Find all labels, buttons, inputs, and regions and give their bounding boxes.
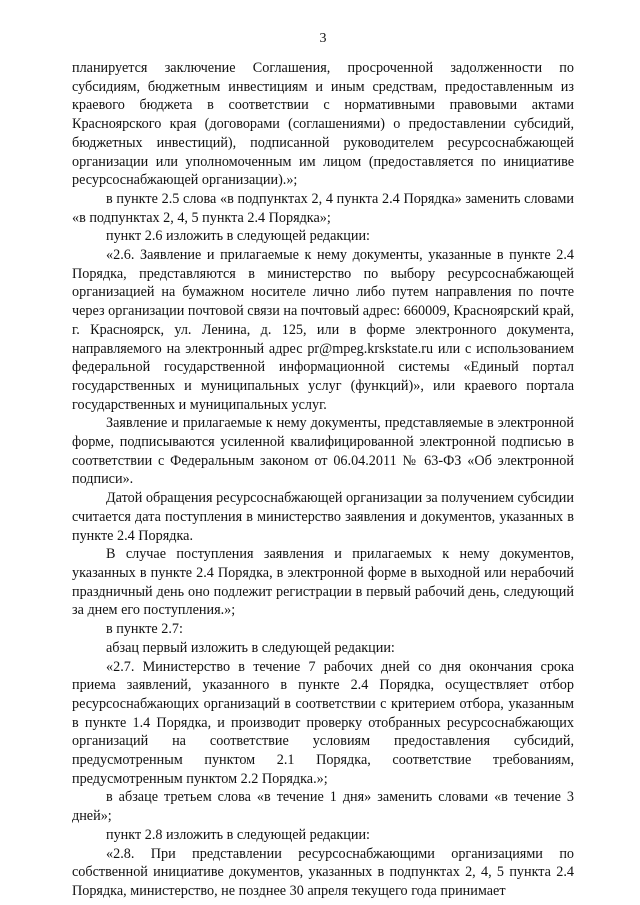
paragraph-7: В случае поступления заявления и прилагаемых к нему документов, указанных в пункте 2.4 Порядка, в электронной форме в выходной или нерабочий праздничный день оно подлежит регистрации в первый рабочий день, следующий за днем его поступления.»; (72, 546, 574, 619)
paragraph-2: в пункте 2.5 слова «в подпунктах 2, 4 пункта 2.4 Порядка» заменить словами «в подпунктах 2, 4, 5 пункта 2.4 Порядка»; (72, 190, 574, 226)
paragraph-5: Заявление и прилагаемые к нему документы, представляемые в электронной форме, подписываются усиленной квалифицированной электронной подписью в соответствии с Федеральным законом от 06.04.2011 № 63-ФЗ «Об электронной подписи». (72, 415, 574, 488)
paragraph-13: «2.8. При представлении ресурсоснабжающими организациями по собственной инициативе документов, указанных в подпунктах 2, 4, 5 пункта 2.4 Порядка, министерство, не позднее 30 апреля текущего года принимает (72, 845, 574, 899)
paragraph-11: в абзаце третьем слова «в течение 1 дня» заменить словами «в течение 3 дней»; (72, 789, 574, 825)
page-number: 3 (319, 31, 327, 46)
document-body (72, 59, 574, 901)
paragraph-6: Датой обращения ресурсоснабжающей организации за получением субсидии считается дата поступления в министерство заявления и документов, указанных в пункте 2.4 Порядка. (72, 490, 574, 544)
paragraph-12: пункт 2.8 изложить в следующей редакции: (106, 826, 370, 843)
paragraph-4: «2.6. Заявление и прилагаемые к нему документы, указанные в пункте 2.4 Порядка, представляются в министерство по выбору ресурсоснабжающей организацией на бумажном носителе лично либо путем направления по почте через организации почтовой связи на почтовый адрес: 660009, Красноярский край, г. Красноярск, ул. Ленина, д. 125, или в форме электронного документа, направляемого на электронный адрес pr@mpeg.krskstate.ru или с использованием федеральной государственной информационной системы «Единый портал государственных и муниципальных услуг (функций)», или краевого портала государственных и муниципальных услуг. (72, 247, 574, 413)
paragraph-8: в пункте 2.7: (106, 621, 183, 638)
paragraph-9: абзац первый изложить в следующей редакции: (106, 639, 395, 656)
paragraph-1: планируется заключение Соглашения, просроченной задолженности по субсидиям, бюджетным инвестициям и иным средствам, предоставленным из краевого бюджета в соответствии с нормативными правовыми актами Красноярского края (договорами (соглашениями) о предоставлении субсидий, бюджетных инвестиций), подписанной руководителем ресурсоснабжающей организации или уполномоченным им лицом (предоставляется по инициативе ресурсоснабжающей организации).»; (72, 60, 574, 189)
paragraph-3: пункт 2.6 изложить в следующей редакции: (106, 228, 370, 245)
paragraph-10: «2.7. Министерство в течение 7 рабочих дней со дня окончания срока приема заявлений, указанного в пункте 2.4 Порядка, осуществляет отбор ресурсоснабжающих организаций в соответствии с критерием отбора, указанным в пункте 1.4 Порядка, и производит проверку отобранных ресурсоснабжающих организаций на соответствие условиям предоставления субсидий, предусмотренным пунктом 2.1 Порядка, соответствие требованиям, предусмотренным пунктом 2.2 Порядка.»; (72, 658, 574, 787)
